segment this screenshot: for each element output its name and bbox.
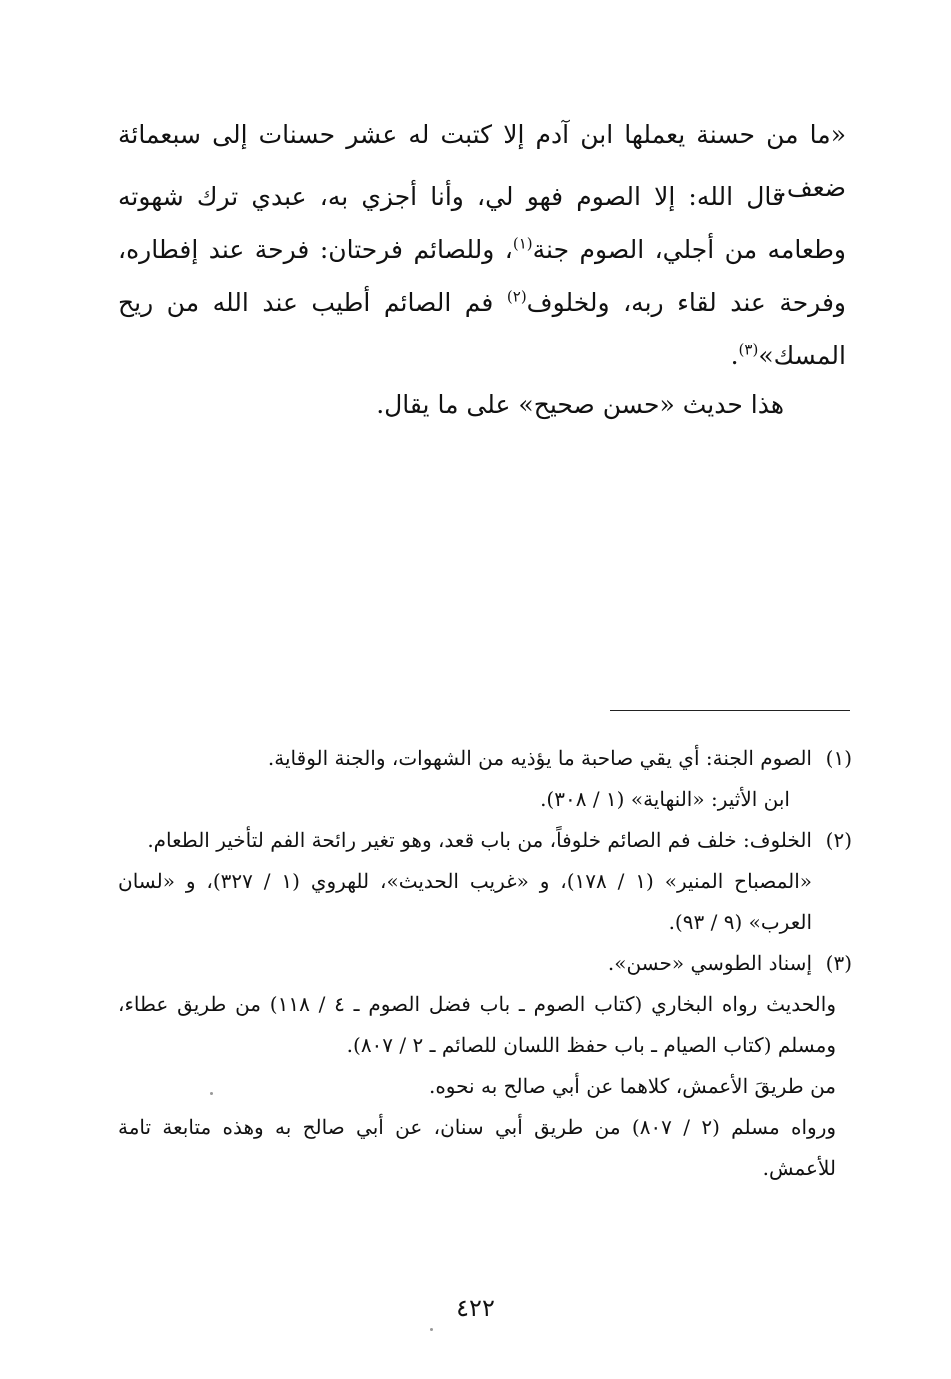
footnote-2-source: «المصباح المنير» (١ / ١٧٨)، و «غريب الحديث»، للهروي (١ / ٣٢٧)، و «لسان العرب» (٩ / ٩٣).	[118, 869, 813, 934]
hadith-grading-line	[118, 378, 846, 431]
footnote-3-paragraph-3: ورواه مسلم (٢ / ٨٠٧) من طريق أبي سنان، عن أبي صالح به وهذه متابعة تامة للأعمش.	[118, 1115, 837, 1180]
footnote-1-source: ابن الأثير: «النهاية» (١ / ٣٠٨).	[540, 787, 790, 811]
footnote-3-paragraph-2: من طريقَ الأعمش، كلاهما عن أبي صالح به نحوه.	[428, 1074, 836, 1098]
footnote-3-paragraph-1: والحديث رواه البخاري (كتاب الصوم ـ باب فضل الصوم ـ ٤ / ١١٨) من طريق عطاء، ومسلم (كتاب الصيام ـ باب حفظ اللسان للصائم ـ ٢ / ٨٠٧).	[118, 992, 836, 1057]
hadith-body-text-b: ، وللصائم فرحتان: فرحة عند إفطاره، وفرحة عند لقاء ربه، ولخلوف	[118, 235, 846, 317]
footnote-1-text: الصوم الجنة: أي يقي صاحبة ما يؤذيه من الشهوات، والجنة الوقاية.	[267, 746, 812, 770]
hadith-body-text-c: فم الصائم أطيب عند الله من ريح المسك»	[118, 288, 846, 370]
hadith-body-text-d: .	[730, 341, 739, 370]
hadith-body-text-a: قال الله: إلا الصوم فهو لي، وأنا أجزي به، عبدي ترك شهوته وطعامه من أجلي، الصوم جنة	[118, 182, 846, 264]
page-number: ٤٢٢	[456, 1294, 495, 1322]
hadith-body-paragraph	[118, 170, 846, 382]
footnote-1-number: (١)	[825, 746, 852, 770]
footnotes	[118, 738, 852, 1189]
hadith-opening-text: «ما من حسنة يعملها ابن آدم إلا كتبت له عشر حسنات إلى سبعمائة ضعف.	[118, 120, 846, 202]
footnote-3-number: (٣)	[825, 951, 852, 975]
scan-speck	[210, 1092, 213, 1095]
footnote-3	[118, 943, 852, 984]
footnote-2-number: (٢)	[825, 828, 852, 852]
footnote-ref-2[interactable]: (٢)	[506, 287, 527, 306]
scan-speck	[430, 1328, 433, 1331]
footnote-3-text: إسناد الطوسي «حسن».	[607, 951, 812, 975]
footnote-ref-3[interactable]: (٣)	[738, 340, 759, 359]
footnote-separator	[610, 710, 850, 711]
footnote-ref-1[interactable]: (١)	[512, 234, 533, 253]
hadith-grading-text: هذا حديث «حسن صحيح» على ما يقال.	[376, 390, 784, 419]
footnote-1	[118, 738, 852, 779]
footnote-2	[118, 820, 852, 861]
footnote-2-text: الخلوف: خلف فم الصائم خلوفاً، من باب قعد، وهو تغير رائحة الفم لتأخير الطعام.	[147, 828, 812, 852]
